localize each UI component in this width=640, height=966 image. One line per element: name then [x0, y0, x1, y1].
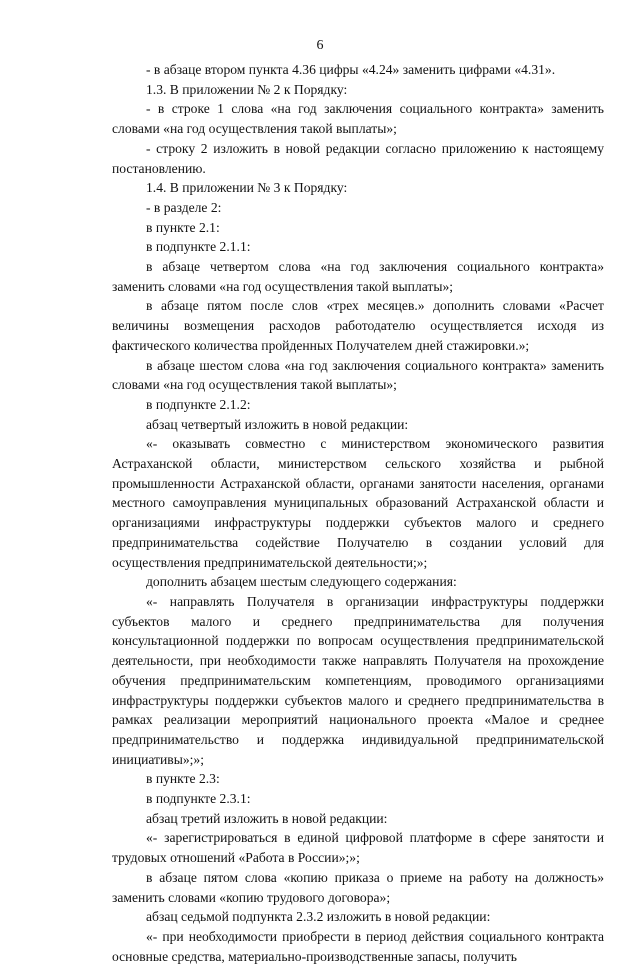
paragraph-12: в подпункте 2.1.2:	[146, 396, 251, 412]
paragraph-15: дополнить абзацем шестым следующего содержания:	[146, 574, 457, 590]
paragraph-2: 1.3. В приложении № 2 к Порядку:	[146, 81, 348, 97]
document-body	[112, 60, 604, 966]
paragraph-1: - в абзаце втором пункта 4.36 цифры «4.24» заменить цифрами «4.31».	[146, 62, 556, 77]
paragraph-3: - в строке 1 слова «на год заключения социального контракта» заменить словами «на год осуществления такой выплаты»;	[112, 101, 604, 137]
paragraph-17: в пункте 2.3:	[146, 771, 220, 787]
paragraph-20: «- зарегистрироваться в единой цифровой платформе в сфере занятости и трудовых отношений «Работа в России»;»;	[112, 830, 604, 866]
paragraph-11: в абзаце шестом слова «на год заключения социального контракта» заменить словами «на год осуществления такой выплаты»;	[112, 357, 604, 393]
paragraph-13: абзац четвертый изложить в новой редакции:	[146, 416, 409, 432]
paragraph-8: в подпункте 2.1.1:	[146, 239, 251, 255]
paragraph-6: - в разделе 2:	[146, 199, 222, 215]
paragraph-14: «- оказывать совместно с министерством экономического развития Астраханской области, министерством сельского хозяйства и рыбной промышленности Астраханской области, органами занятости населения, органами местного самоуправления муниципальных образований Астраханской области и организациями инфраструктуры поддержки субъектов малого и среднего предпринимательства содействие Получателю в создании условий для осуществления предпринимательской деятельности;»;	[112, 436, 604, 570]
paragraph-21: в абзаце пятом слова «копию приказа о приеме на работу на должность» заменить словами «копию трудового договора»;	[112, 869, 604, 905]
paragraph-18: в подпункте 2.3.1:	[146, 791, 251, 807]
paragraph-7: в пункте 2.1:	[146, 219, 220, 235]
paragraph-16: «- направлять Получателя в организации инфраструктуры поддержки субъектов малого и среднего предпринимательства для получения консультационной поддержки по вопросам осуществления предпринимательской деятельности, при необходимости также направлять Получателя на прохождение обучения предпринимательским компетенциям, проводимого организациями инфраструктуры поддержки субъектов малого и среднего предпринимательства в рамках реализации мероприятий национального проекта «Малое и среднее предпринимательство и поддержка индивидуальной предпринимательской инициативы»;»;	[112, 593, 604, 767]
paragraph-22: абзац седьмой подпункта 2.3.2 изложить в новой редакции:	[146, 909, 491, 925]
paragraph-5: 1.4. В приложении № 3 к Порядку:	[146, 180, 348, 196]
page-number: 6	[316, 38, 324, 53]
paragraph-4: - строку 2 изложить в новой редакции согласно приложению к настоящему постановлению.	[112, 140, 604, 176]
paragraph-19: абзац третий изложить в новой редакции:	[146, 810, 388, 826]
paragraph-23: «- при необходимости приобрести в период действия социального контракта основные средства, материально-производственные запасы, получить	[112, 928, 604, 964]
paragraph-10: в абзаце пятом после слов «трех месяцев.» дополнить словами «Расчет величины возмещения расходов работодателю осуществляется исходя из фактического количества пройденных Получателем дней стажировки.»;	[112, 298, 604, 353]
paragraph-9: в абзаце четвертом слова «на год заключения социального контракта» заменить словами «на год осуществления такой выплаты»;	[112, 259, 604, 294]
